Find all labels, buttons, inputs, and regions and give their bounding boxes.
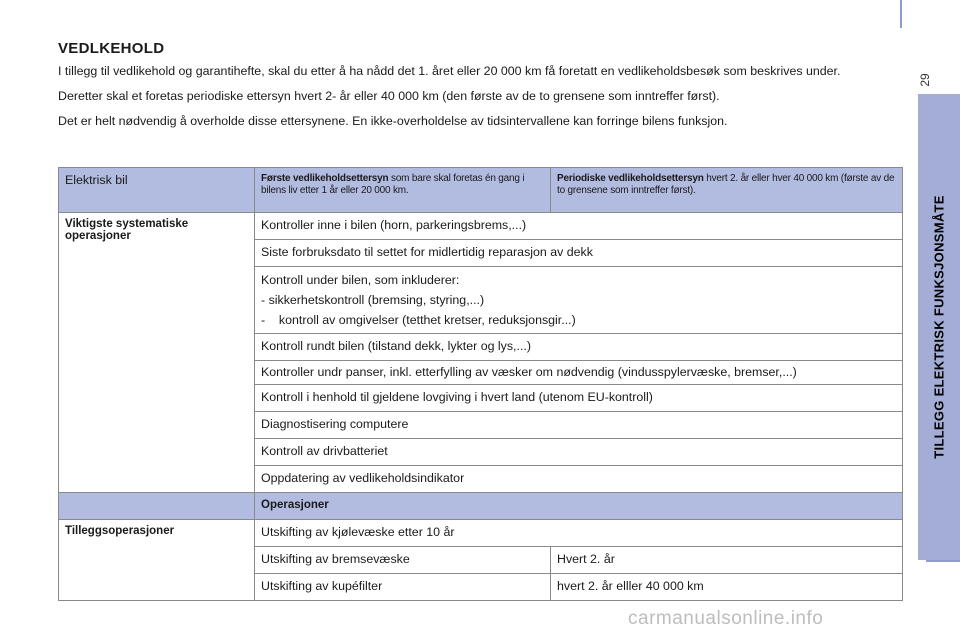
intro-paragraph-1: I tillegg til vedlikehold og garantihefte, skal du etter å ha nådd det 1. året eller 20 000 km få foretatt en vedlikeholdsbesøk som beskrives under. (58, 64, 841, 78)
table-cell-interval: Hvert 2. år (551, 547, 903, 574)
table-cell: Oppdatering av vedlikeholdsindikator (255, 466, 903, 493)
table-cell: Utskifting av kjølevæske etter 10 år (255, 520, 903, 547)
page-number: 29 (918, 73, 932, 87)
table-cell: Kontroll i henhold til gjeldene lovgiving i hvert land (utenom EU-kontroll) (255, 385, 903, 412)
table-cell: Utskifting av bremsevæske (255, 547, 551, 574)
table-cell: Utskifting av kupéfilter (255, 574, 551, 601)
chapter-side-tab: TILLEGG ELEKTRISK FUNKSJONSMÅTE (918, 94, 960, 560)
header-electric-car: Elektrisk bil (59, 168, 255, 213)
underbody-intro: Kontroll under bilen, som inkluderer: (261, 273, 460, 287)
underbody-bullet-2: - kontroll av omgivelser (tetthet kretser, reduksjonsgir...) (261, 313, 576, 327)
section-title: VEDLKEHOLD (58, 40, 165, 57)
table-cell: Kontroll rundt bilen (tilstand dekk, lykter og lys,...) (255, 334, 903, 361)
intro-paragraph-2: Deretter skal et foretas periodiske ettersyn hvert 2- år eller 40 000 km (den første av de to grensene som inntreffer først). (58, 89, 720, 103)
underbody-bullet-1: - sikkerhetskontroll (bremsing, styring,...) (261, 293, 485, 307)
table-cell: Diagnostisering computere (255, 412, 903, 439)
table-row (59, 213, 903, 240)
table-cell: Siste forbruksdato til settet for midlertidig reparasjon av dekk (255, 240, 903, 267)
header-first-service-text: som bare skal foretas én gang i bilens liv etter 1 år eller 20 000 km. (261, 173, 525, 196)
header-periodic-service-text: hvert 2. år eller hver 40 000 km (første av de to grensene som inntreffer først). (557, 173, 895, 196)
header-periodic-service (551, 168, 903, 213)
header-periodic-service-title: Periodiske vedlikeholdsettersyn (557, 173, 704, 184)
header-first-service (255, 168, 551, 213)
header-first-service-title: Første vedlikeholdsettersyn (261, 173, 389, 184)
maintenance-table (58, 167, 903, 601)
systematic-operations-label: Viktigste systematiske operasjoner (59, 213, 255, 493)
table-cell-underbody (255, 267, 903, 334)
intro-paragraph-3: Det er helt nødvendig å overholde disse ettersynene. En ikke-overholdelse av tidsintervallene kan forringe bilens funksjon. (58, 114, 728, 128)
operations-header: Operasjoner (255, 493, 903, 520)
top-accent-rule (900, 0, 902, 28)
additional-operations-label: Tilleggsoperasjoner (59, 520, 255, 601)
table-row (59, 520, 903, 547)
watermark: carmanualsonline.info (628, 608, 824, 629)
side-accent-rule (926, 560, 960, 562)
operations-header-row (59, 493, 903, 520)
section-content (58, 40, 900, 138)
table-cell: Kontroll av drivbatteriet (255, 439, 903, 466)
table-cell-interval: hvert 2. år elller 40 000 km (551, 574, 903, 601)
operations-header-blank (59, 493, 255, 520)
table-header-row (59, 168, 903, 213)
table-cell: Kontroller inne i bilen (horn, parkeringsbrems,...) (255, 213, 903, 240)
table-cell: Kontroller undr panser, inkl. etterfylling av væsker om nødvendig (vindusspylervæske, bremser,...) (255, 361, 903, 385)
